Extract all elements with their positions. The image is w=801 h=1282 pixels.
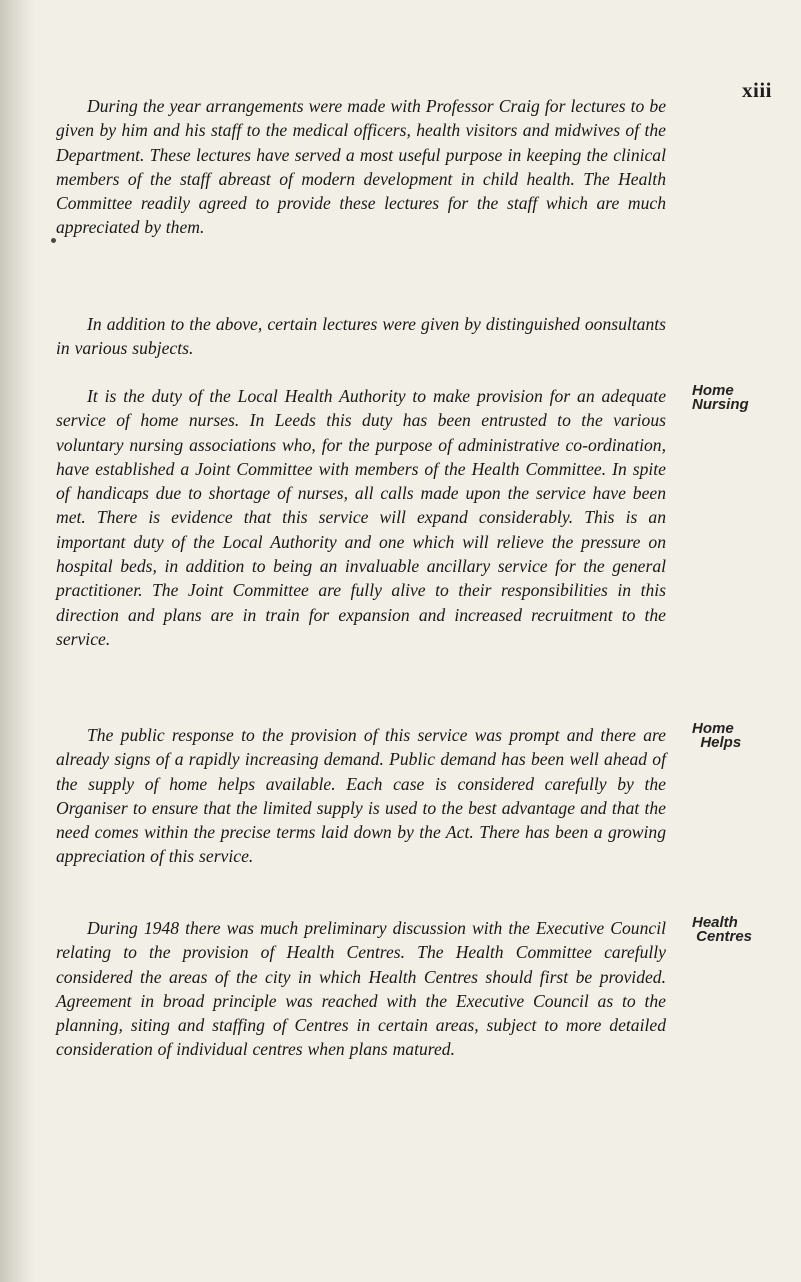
paragraph-home-helps: The public response to the provision of this service was prompt and there are already signs of a rapidly increasing demand. Public demand has been well ahead of the supply of home helps available. Each case is considered carefully by the Organiser to ensure that the limited supply is used to the best advantage and that the need comes within the precise terms laid down by the Act. There has been a growing appreciation of this service. xyxy=(56,725,666,867)
paragraph-health-centres: During 1948 there was much preliminary discussion with the Executive Council relating to the provision of Health Centres. The Health Committee carefully considered the areas of the city in which Health Centres should first be provided. Agreement in broad principle was reached with the Executive Council as to the planning, siting and staffing of Centres in certain areas, subject to more detailed consideration of individual centres when plans matured. xyxy=(56,918,666,1060)
side-heading-home-helps: Home Helps xyxy=(692,720,742,751)
paragraph-lectures: During the year arrangements were made with Professor Craig for lectures to be given by him and his staff to the medical officers, health visitors and midwives of the Department. These lectures have served a most useful purpose in keeping the clinical members of the staff abreast of modern development in child health. The Health Committee readily agreed to provide these lectures for the staff which are much appreciated by them. xyxy=(56,96,666,238)
paragraph-home-nursing: It is the duty of the Local Health Authority to make provision for an adequate service of home nurses. In Leeds this duty has been entrusted to the various voluntary nursing associations who, for the purpose of administrative co-ordination, have established a Joint Committee with members of the Health Committee. In spite of handicaps due to shortage of nurses, all calls made upon the service have been met. There is evidence that this service will expand considerably. This is an important duty of the Local Authority and one which will relieve the pressure on hospital beds, in addition to being an invaluable ancillary service for the general practitioner. The Joint Committee are fully alive to their responsibilities in this direction and plans are in train for expansion and increased recruitment to the service. xyxy=(56,386,666,649)
page-spine-shadow xyxy=(0,0,36,1282)
side-heading-home-nursing: Home Nursing xyxy=(692,382,749,413)
paragraph-consultants: In addition to the above, certain lectures were given by distinguished oonsultants in various subjects. xyxy=(56,314,666,359)
side-heading-health-centres: Health Centres xyxy=(692,914,753,945)
page-number: xiii xyxy=(742,78,773,102)
